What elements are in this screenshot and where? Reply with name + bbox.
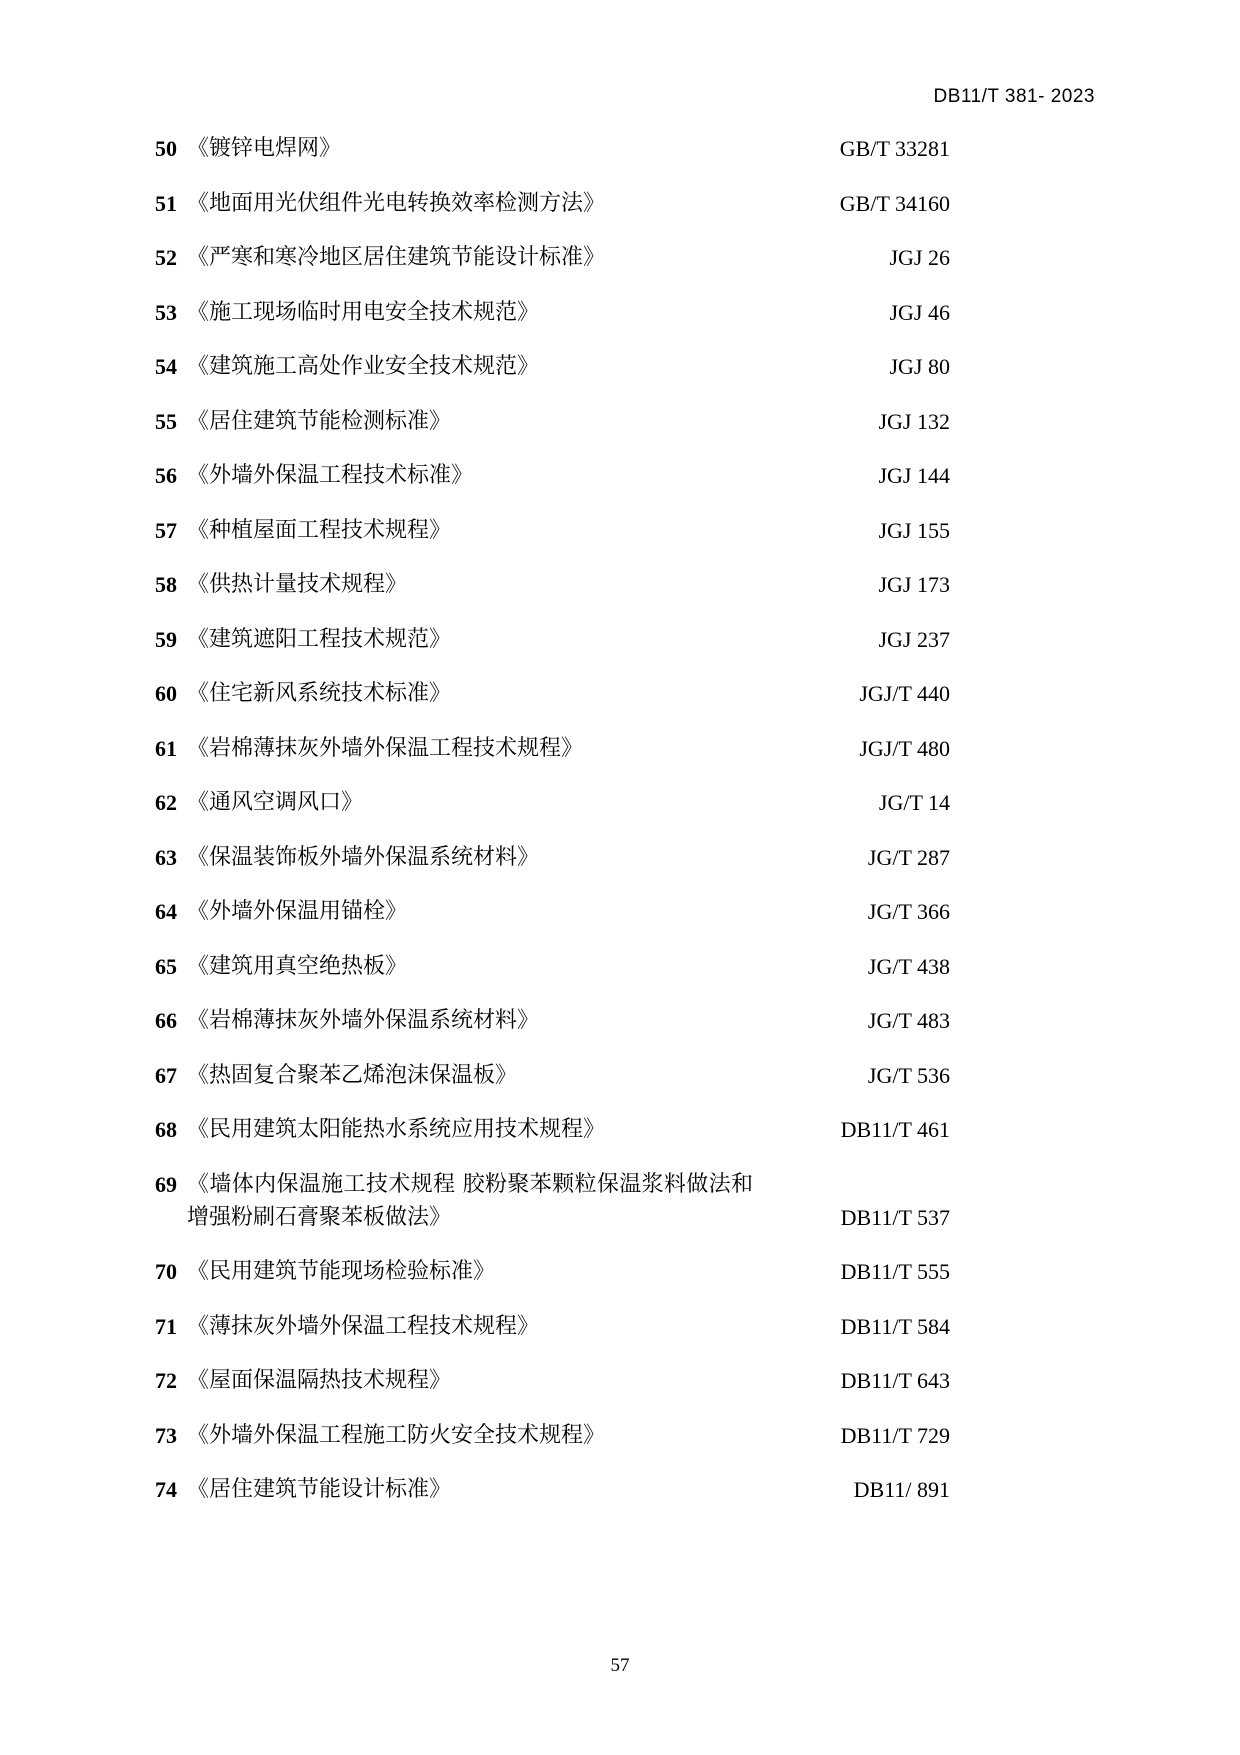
entry-number: 52: [155, 245, 177, 270]
entry-code: JG/T 483: [867, 1008, 950, 1033]
standard-entry-row: [145, 350, 950, 383]
entry-number: 61: [155, 735, 177, 761]
standard-entry-row: [145, 895, 950, 928]
entry-code: DB11/T 555: [840, 1259, 950, 1284]
entry-number: 56: [155, 463, 177, 488]
entry-code: JGJ 80: [889, 354, 950, 379]
page-number: 57: [610, 1655, 630, 1676]
entry-number: 50: [155, 136, 177, 161]
entry-title: 《居住建筑节能检测标准》: [187, 408, 452, 434]
entry-code: JG/T 287: [867, 844, 950, 870]
entry-title: 《种植屋面工程技术规程》: [187, 517, 452, 543]
entry-number: 72: [155, 1368, 177, 1393]
entry-title: 《严寒和寒冷地区居住建筑节能设计标准》: [187, 245, 606, 270]
entry-number: 68: [155, 1117, 177, 1142]
standard-entry-row: [145, 459, 950, 492]
entry-number: 65: [155, 953, 177, 979]
standard-entry-row: [145, 732, 950, 765]
standard-entry-row: [145, 1059, 950, 1092]
entry-title: 《外墙外保温用锚栓》: [187, 899, 408, 924]
entry-code: GB/T 34160: [839, 190, 950, 216]
standard-entry-row: [145, 786, 950, 819]
standard-entry-row: [145, 623, 950, 656]
entry-number: 57: [155, 517, 177, 543]
entry-code: JG/T 14: [878, 790, 950, 815]
standard-entry-row: [145, 405, 950, 438]
entry-title: 《供热计量技术规程》: [187, 572, 408, 597]
standard-entry-row: [145, 950, 950, 983]
entry-code: JGJ 46: [889, 299, 950, 325]
entry-title: 《外墙外保温工程技术标准》: [187, 463, 474, 488]
standard-entry-row: [145, 677, 950, 710]
entry-code: DB11/ 891: [853, 1477, 950, 1502]
entry-code: JGJ/T 440: [859, 681, 950, 706]
entry-code: JG/T 438: [867, 953, 950, 979]
entry-title: 《建筑遮阳工程技术规范》: [187, 626, 452, 652]
entry-number: 64: [155, 899, 177, 924]
entry-title: 《墙体内保温施工技术规程 胶粉聚苯颗粒保温浆料做法和增强粉刷石膏聚苯板做法》: [187, 1171, 753, 1230]
entry-title: 《地面用光伏组件光电转换效率检测方法》: [187, 190, 606, 216]
reference-standards-list: [145, 132, 950, 1528]
standard-entry-row: [145, 132, 950, 165]
entry-title: 《薄抹灰外墙外保温工程技术规程》: [187, 1313, 540, 1339]
entry-number: 55: [155, 408, 177, 434]
standard-entry-row: [145, 1004, 950, 1037]
entry-title: 《施工现场临时用电安全技术规范》: [187, 299, 540, 325]
standard-entry-row: [145, 568, 950, 601]
page-header: DB11/T 381- 2023: [933, 86, 1095, 107]
entry-number: 63: [155, 844, 177, 870]
standard-entry-row: [145, 241, 950, 274]
entry-title: 《住宅新风系统技术标准》: [187, 681, 452, 706]
entry-number: 58: [155, 572, 177, 597]
standard-entry-row: [145, 1419, 950, 1452]
standard-entry-row: [145, 1113, 950, 1146]
entry-number: 53: [155, 299, 177, 325]
standard-entry-row: [145, 1310, 950, 1343]
standard-entry-row: [145, 296, 950, 329]
entry-number: 69: [155, 1171, 177, 1197]
entry-title: 《外墙外保温工程施工防火安全技术规程》: [187, 1422, 606, 1448]
entry-number: 62: [155, 790, 177, 815]
entry-code: DB11/T 729: [840, 1422, 950, 1448]
entry-number: 60: [155, 681, 177, 706]
entry-title: 《通风空调风口》: [187, 790, 364, 815]
entry-title: 《建筑施工高处作业安全技术规范》: [187, 354, 540, 379]
entry-code: GB/T 33281: [839, 136, 950, 161]
entry-code: JGJ 144: [878, 463, 950, 488]
standard-entry-row: [145, 1364, 950, 1397]
entry-number: 51: [155, 190, 177, 216]
entry-number: 73: [155, 1422, 177, 1448]
entry-code: DB11/T 537: [840, 1204, 950, 1230]
entry-title: 《镀锌电焊网》: [187, 136, 342, 161]
entry-code: DB11/T 643: [840, 1368, 950, 1393]
entry-code: DB11/T 584: [840, 1313, 950, 1339]
standard-entry-row: [145, 187, 950, 220]
entry-code: JGJ/T 480: [859, 735, 950, 761]
standard-entry-row: [145, 841, 950, 874]
entry-number: 54: [155, 354, 177, 379]
standard-entry-row: [145, 1255, 950, 1288]
standard-entry-row: [145, 1168, 950, 1234]
entry-title: 《岩棉薄抹灰外墙外保温系统材料》: [187, 1008, 540, 1033]
standard-entry-row: [145, 1473, 950, 1506]
entry-number: 59: [155, 626, 177, 652]
entry-title: 《建筑用真空绝热板》: [187, 953, 408, 979]
entry-title: 《民用建筑节能现场检验标准》: [187, 1259, 496, 1284]
entry-title: 《保温装饰板外墙外保温系统材料》: [187, 844, 540, 870]
entry-code: JG/T 536: [867, 1062, 950, 1088]
entry-code: JGJ 237: [878, 626, 950, 652]
entry-code: DB11/T 461: [840, 1117, 950, 1142]
entry-code: JGJ 155: [878, 517, 950, 543]
entry-number: 74: [155, 1477, 177, 1502]
entry-number: 70: [155, 1259, 177, 1284]
entry-title: 《屋面保温隔热技术规程》: [187, 1368, 452, 1393]
standard-entry-row: [145, 514, 950, 547]
entry-code: JG/T 366: [867, 899, 950, 924]
entry-number: 71: [155, 1313, 177, 1339]
entry-code: JGJ 173: [878, 572, 950, 597]
entry-code: JGJ 26: [889, 245, 950, 270]
entry-number: 66: [155, 1008, 177, 1033]
entry-number: 67: [155, 1062, 177, 1088]
entry-title: 《热固复合聚苯乙烯泡沫保温板》: [187, 1062, 518, 1088]
entry-title: 《岩棉薄抹灰外墙外保温工程技术规程》: [187, 735, 584, 761]
entry-code: JGJ 132: [878, 408, 950, 434]
entry-title: 《居住建筑节能设计标准》: [187, 1477, 452, 1502]
entry-title: 《民用建筑太阳能热水系统应用技术规程》: [187, 1117, 606, 1142]
